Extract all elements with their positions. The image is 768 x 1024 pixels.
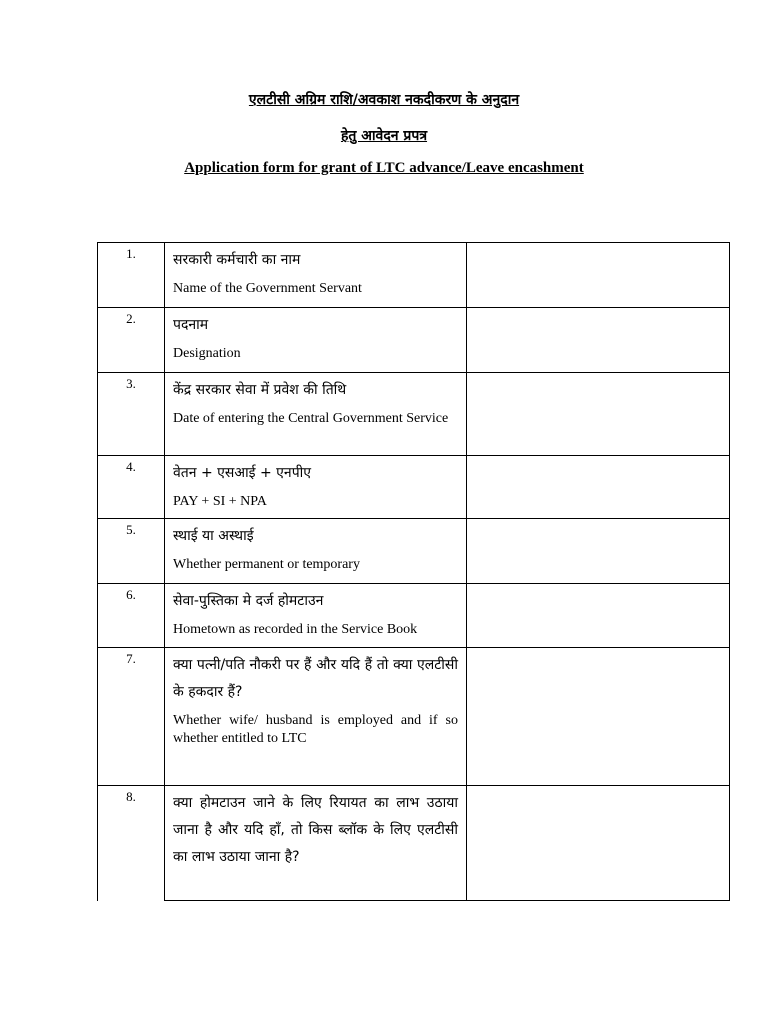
spouse-employment-value-field[interactable] — [467, 648, 730, 786]
permanent-temporary-value-field[interactable] — [467, 519, 730, 584]
form-row-pay — [98, 456, 730, 519]
row-number: 2. — [98, 308, 165, 373]
row-label — [165, 373, 467, 456]
label-english: Hometown as recorded in the Service Book — [173, 622, 418, 637]
row-number: 3. — [98, 373, 165, 456]
label-hindi: वेतन + एसआई + एनपीए — [173, 465, 312, 481]
hometown-concession-value-field[interactable] — [467, 786, 730, 901]
label-hindi: सेवा-पुस्तिका मे दर्ज होमटाउन — [173, 593, 324, 609]
label-english: Whether permanent or temporary — [173, 557, 360, 572]
application-form-table — [97, 242, 730, 901]
label-english: Whether wife/ husband is employed and if so whether entitled to LTC — [173, 713, 458, 746]
form-row-hometown-concession — [98, 786, 730, 901]
name-value-field[interactable] — [467, 243, 730, 308]
form-title-english: Application form for grant of LTC advance/Leave encashment — [184, 160, 584, 176]
label-hindi: क्या होमटाउन जाने के लिए रियायत का लाभ उठाया जाना है और यदि हाँ, तो किस ब्लॉक के लिए एलटीसी का लाभ उठाया जाना है? — [173, 795, 458, 865]
row-label — [165, 308, 467, 373]
row-number: 5. — [98, 519, 165, 584]
row-number: 7. — [98, 648, 165, 786]
label-hindi: क्या पत्नी/पति नौकरी पर हैं और यदि हैं तो क्या एलटीसी के हकदार हैं? — [173, 657, 458, 700]
row-number: 8. — [98, 786, 165, 901]
row-label — [165, 243, 467, 308]
label-english: Name of the Government Servant — [173, 281, 362, 296]
form-row-spouse-employment — [98, 648, 730, 786]
row-number: 1. — [98, 243, 165, 308]
row-label — [165, 456, 467, 519]
label-hindi: सरकारी कर्मचारी का नाम — [173, 252, 301, 268]
row-number: 4. — [98, 456, 165, 519]
row-label — [165, 648, 467, 786]
designation-value-field[interactable] — [467, 308, 730, 373]
date-of-entry-value-field[interactable] — [467, 373, 730, 456]
hometown-value-field[interactable] — [467, 584, 730, 648]
form-row-date-of-entry — [98, 373, 730, 456]
row-number: 6. — [98, 584, 165, 648]
pay-value-field[interactable] — [467, 456, 730, 519]
form-row-hometown — [98, 584, 730, 648]
form-title-hindi-line1: एलटीसी अग्रिम राशि/अवकाश नकदीकरण के अनुदान — [248, 92, 520, 108]
form-row-designation — [98, 308, 730, 373]
form-row-permanent-temporary — [98, 519, 730, 584]
label-hindi: केंद्र सरकार सेवा में प्रवेश की तिथि — [173, 382, 347, 398]
row-label — [165, 786, 467, 901]
form-title-hindi-line2: हेतु आवेदन प्रपत्र — [340, 128, 428, 144]
form-row-name — [98, 243, 730, 308]
label-english: PAY + SI + NPA — [173, 494, 267, 509]
label-english: Designation — [173, 346, 241, 361]
label-english: Date of entering the Central Government Service — [173, 411, 449, 426]
label-hindi: पदनाम — [173, 317, 209, 333]
row-label — [165, 519, 467, 584]
row-label — [165, 584, 467, 648]
label-hindi: स्थाई या अस्थाई — [173, 528, 254, 544]
